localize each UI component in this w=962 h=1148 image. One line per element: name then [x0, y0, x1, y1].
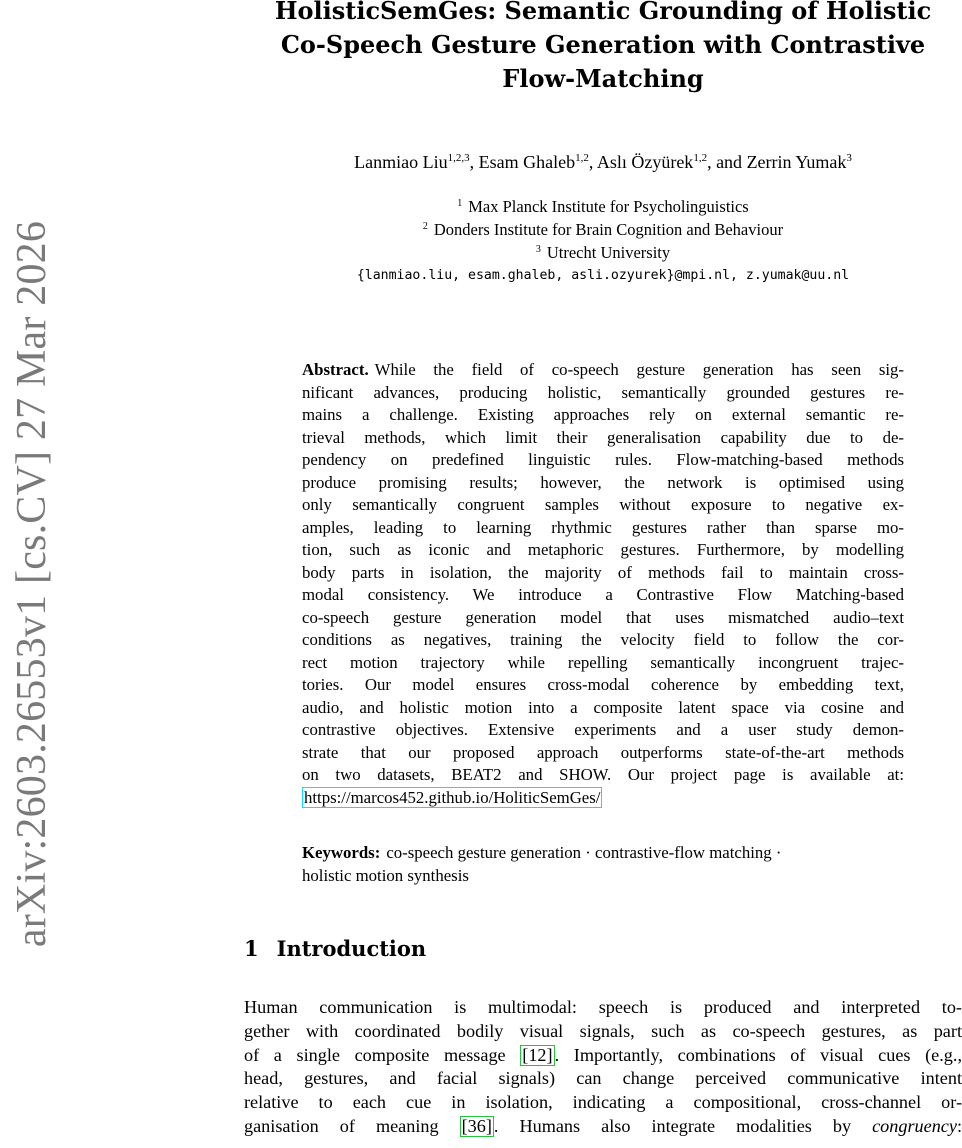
- keywords-label: Keywords:: [302, 843, 381, 862]
- project-page-link[interactable]: https://marcos452.github.io/HoliticSemGes/: [304, 787, 601, 807]
- keywords-line: holistic motion synthesis: [302, 865, 469, 885]
- author-name: Aslı Özyürek: [596, 152, 694, 172]
- affiliation-number: 3: [535, 244, 541, 255]
- title-line-1: HolisticSemGes: Semantic Grounding of Holistic: [274, 0, 932, 25]
- abstract-text: While the field of co-speech gesture generation has seen sig-: [374, 360, 904, 379]
- abstract-line: [302, 787, 904, 810]
- abstract-line: co-speech gesture generation model that uses mismatched audio–text: [302, 607, 904, 627]
- affiliation-number: 2: [422, 221, 428, 232]
- paper-title: [244, 0, 962, 96]
- abstract-line: audio, and holistic motion into a composite latent space via cosine and: [302, 697, 904, 717]
- abstract-line: rect motion trajectory while repelling semantically incongruent trajec-: [302, 652, 904, 672]
- abstract-line: conditions as negatives, training the velocity field to follow the cor-: [302, 630, 904, 649]
- keywords-line: [302, 842, 904, 865]
- author-name: Lanmiao Liu: [354, 152, 448, 172]
- affiliation-name: Max Planck Institute for Psycholinguistics: [468, 197, 749, 216]
- body-line: head, gestures, and facial signals) can change perceived communicative intent: [244, 1068, 962, 1089]
- body-text-fragment: of a single composite message: [244, 1044, 521, 1065]
- author-affiliation-marker: 1,2: [693, 152, 708, 164]
- body-line: gether with coordinated bodily visual signals, such as co-speech gestures, as part: [244, 1020, 962, 1041]
- citation-link[interactable]: [36]: [461, 1115, 492, 1136]
- affiliation-list: [244, 195, 962, 287]
- abstract-line: amples, leading to learning rhythmic gestures rather than sparse mo-: [302, 517, 904, 537]
- affiliation-item: [244, 241, 962, 264]
- body-line: relative to each cue in isolation, indicating a compositional, cross-channel or-: [244, 1092, 962, 1113]
- author-affiliation-marker: 1,2,3: [447, 152, 470, 164]
- abstract-line: produce promising results; however, the network is optimised using: [302, 472, 904, 492]
- affiliation-item: [244, 195, 962, 218]
- keywords: [302, 842, 904, 887]
- abstract-line: pendency on predefined linguistic rules. Flow-matching-based methods: [302, 450, 904, 469]
- body-line: Human communication is multimodal: speech is produced and interpreted to-: [244, 997, 962, 1017]
- abstract-line: trieval methods, which limit their generalisation capability due to de-: [302, 427, 904, 447]
- body-text-fragment: :: [956, 1115, 962, 1136]
- arxiv-stamp-text: arXiv:2603.26553v1 [cs.CV] 27 Mar 2026: [9, 220, 55, 948]
- citation-link[interactable]: [12]: [522, 1044, 553, 1065]
- keywords-text: co-speech gesture generation · contrastive-flow matching ·: [386, 843, 782, 862]
- abstract-line: modal consistency. We introduce a Contrastive Flow Matching-based: [302, 585, 904, 604]
- arxiv-identifier-stamp: [0, 0, 60, 1148]
- abstract-line: strate that our proposed approach outperforms state-of-the-art methods: [302, 742, 904, 762]
- section-number: 1: [244, 936, 259, 961]
- affiliation-name: Donders Institute for Brain Cognition and Behaviour: [433, 220, 784, 239]
- abstract: [302, 359, 904, 809]
- section-heading: [244, 934, 426, 964]
- body-line: [244, 1044, 962, 1068]
- author-name: Esam Ghaleb: [478, 152, 576, 172]
- author-affiliation-marker: 1,2: [575, 152, 589, 164]
- body-text-fragment: . Humans also integrate modalities by: [493, 1115, 873, 1136]
- body-text-fragment: . Importantly, combinations of visual cues (e.g.,: [554, 1044, 962, 1065]
- author-separator: ,: [588, 152, 597, 172]
- abstract-line: mains a challenge. Existing approaches rely on external semantic re-: [302, 405, 904, 424]
- abstract-line: tories. Our model ensures cross-modal coherence by embedding text,: [302, 675, 904, 694]
- author-separator: ,: [469, 152, 479, 172]
- emphasized-term: congruency: [872, 1115, 957, 1136]
- author-name: Zerrin Yumak: [746, 152, 847, 172]
- abstract-line: only semantically congruent samples without exposure to negative ex-: [302, 495, 904, 514]
- title-line-3: Flow-Matching: [502, 64, 704, 93]
- author-emails: {lanmiao.liu, esam.ghaleb, asli.ozyurek}@mpi.nl, z.yumak@uu.nl: [356, 268, 850, 283]
- affiliation-name: Utrecht University: [546, 243, 671, 262]
- abstract-line: tion, such as iconic and metaphoric gestures. Furthermore, by modelling: [302, 540, 904, 559]
- author-list: [244, 150, 962, 174]
- body-text-fragment: ganisation of meaning: [244, 1115, 460, 1136]
- affiliation-item: [244, 218, 962, 241]
- author-separator: , and: [707, 152, 747, 172]
- abstract-line: nificant advances, producing holistic, semantically grounded gestures re-: [302, 382, 904, 402]
- title-line-2: Co-Speech Gesture Generation with Contrastive: [280, 30, 926, 59]
- body-line: [244, 1115, 962, 1139]
- abstract-label: Abstract.: [302, 360, 369, 379]
- abstract-line: contrastive objectives. Extensive experiments and a user study demon-: [302, 720, 904, 739]
- author-affiliation-marker: 3: [846, 152, 852, 164]
- abstract-line: body parts in isolation, the majority of methods fail to maintain cross-: [302, 562, 904, 582]
- introduction-paragraph: [244, 996, 962, 1139]
- section-title: Introduction: [276, 936, 427, 961]
- abstract-line: [302, 359, 904, 382]
- abstract-line: on two datasets, BEAT2 and SHOW. Our project page is available at:: [302, 765, 904, 784]
- affiliation-number: 1: [457, 198, 463, 209]
